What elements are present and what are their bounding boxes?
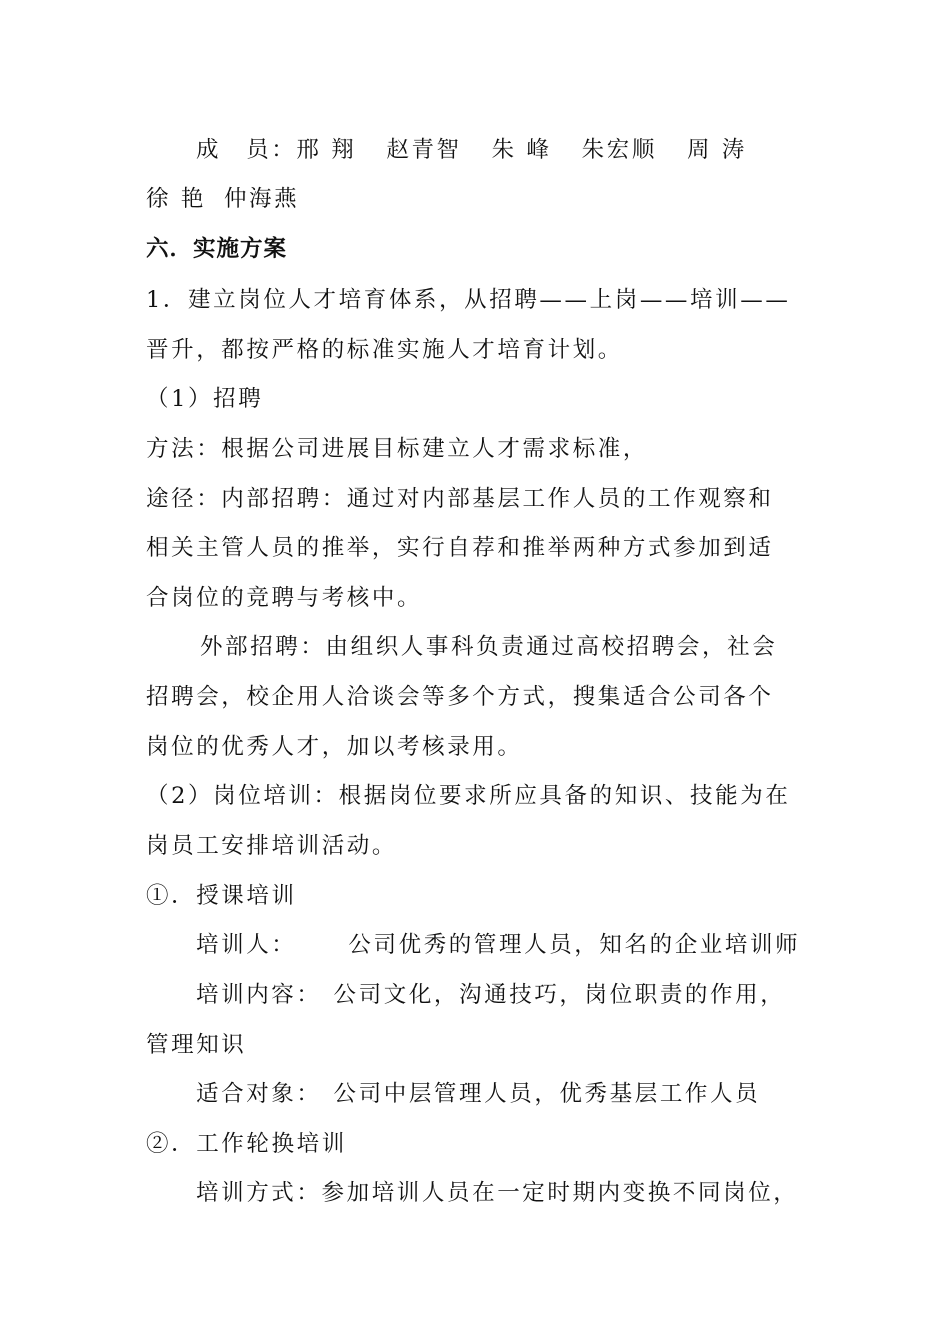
- target-value: 公司中层管理人员，优秀基层工作人员: [333, 1081, 761, 1107]
- members-line-1: [196, 134, 808, 166]
- paragraph-line: 外部招聘：由组织人事科负责通过高校招聘会，社会: [200, 634, 778, 660]
- paragraph-line: 途径：内部招聘：通过对内部基层工作人员的工作观察和: [146, 486, 774, 512]
- paragraph-line: 合岗位的竞聘与考核中。: [146, 585, 423, 611]
- paragraph-line: 招聘会，校企用人洽谈会等多个方式，搜集适合公司各个: [146, 684, 774, 710]
- paragraph-line: 管理知识: [146, 1032, 247, 1058]
- member-name: 赵青智: [386, 137, 462, 163]
- subheading: ②．工作轮换培训: [146, 1131, 347, 1157]
- paragraph-line: 岗位的优秀人才，加以考核录用。: [146, 734, 523, 760]
- trainer-line: [196, 929, 808, 961]
- paragraph-line: （2）岗位培训：根据岗位要求所应具备的知识、技能为在: [146, 783, 791, 809]
- members-label: 成 员：: [196, 137, 297, 163]
- content-value: 公司文化，沟通技巧，岗位职责的作用，: [333, 982, 786, 1008]
- paragraph-line: 方法：根据公司进展目标建立人才需求标准，: [146, 436, 649, 462]
- trainer-label: 培训人：: [196, 932, 297, 958]
- content-line: [196, 979, 808, 1011]
- paragraph-line: 晋升，都按严格的标准实施人才培育计划。: [146, 337, 623, 363]
- subheading: ①．授课培训: [146, 883, 297, 909]
- members-line-2: [146, 183, 806, 215]
- paragraph-line: 岗员工安排培训活动。: [146, 833, 398, 859]
- paragraph-line: 1．建立岗位人才培育体系，从招聘——上岗——培训——: [146, 287, 791, 313]
- target-line: [196, 1078, 808, 1110]
- target-label: 适合对象：: [196, 1081, 322, 1107]
- member-name: 仲海燕: [223, 186, 300, 212]
- member-name: 朱宏顺: [581, 137, 657, 163]
- member-name: 徐 艳: [146, 186, 206, 212]
- member-name: 邢 翔: [296, 137, 357, 163]
- paragraph-line: 相关主管人员的推举，实行自荐和推举两种方式参加到适: [146, 535, 774, 561]
- content-label: 培训内容：: [196, 982, 322, 1008]
- trainer-value: 公司优秀的管理人员，知名的企业培训师: [348, 932, 801, 958]
- member-name: 朱 峰: [491, 137, 552, 163]
- section-heading: 六．实施方案: [146, 236, 288, 262]
- paragraph-line: 培训方式：参加培训人员在一定时期内变换不同岗位，: [196, 1180, 799, 1206]
- subheading: （1）招聘: [146, 386, 264, 412]
- member-name: 周 涛: [686, 137, 747, 163]
